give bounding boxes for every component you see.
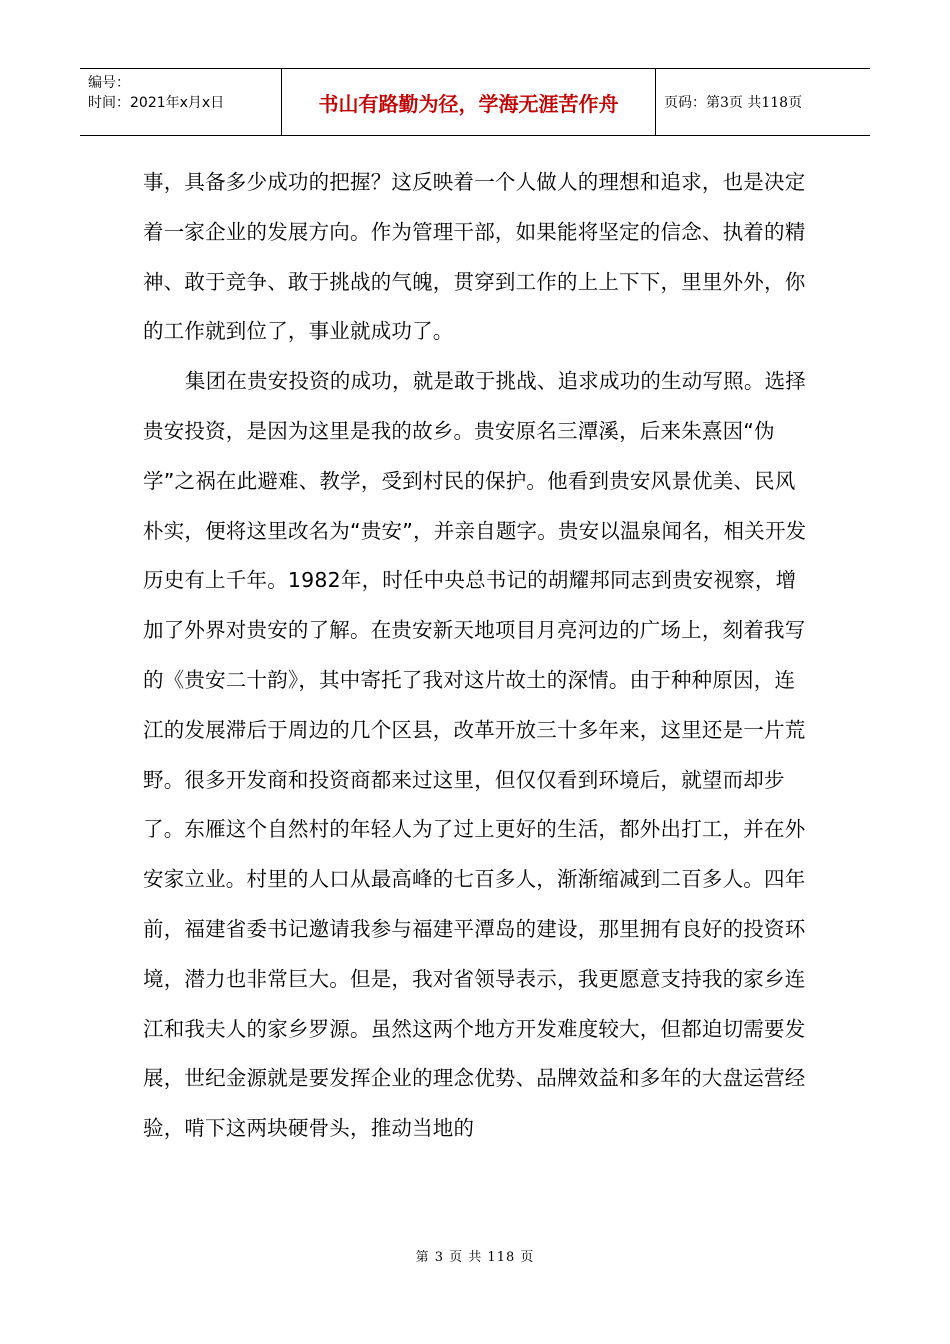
- header-meta: [80, 69, 282, 135]
- page-footer: 第 3 页 共 118 页: [415, 1250, 535, 1265]
- header-page-code: 页码：第3页 共118页: [664, 95, 803, 111]
- time-label: 时间：2021年x月x日: [88, 95, 225, 111]
- paragraph: 事，具备多少成功的把握？这反映着一个人做人的理想和追求，也是决定着一家企业的发展方向。作为管理干部，如果能将坚定的信念、执着的精神、敢于竞争、敢于挑战的气魄，贯穿到工作的上上下下，里里外外，你的工作就到位了，事业就成功了。: [143, 170, 806, 344]
- header-motto: 书山有路勤为径，学海无涯苦作舟: [282, 69, 656, 135]
- page-header: [80, 68, 870, 136]
- number-label: 编号：: [88, 75, 130, 91]
- document-body: [143, 158, 811, 1154]
- paragraph: 集团在贵安投资的成功，就是敢于挑战、追求成功的生动写照。选择贵安投资，是因为这里是我的故乡。贵安原名三潭溪，后来朱熹因“伪学”之祸在此避难、教学，受到村民的保护。他看到贵安风景优美、民风朴实，便将这里改名为“贵安”，并亲自题字。贵安以温泉闻名，相关开发历史有上千年。1982年，时任中央总书记的胡耀邦同志到贵安视察，增加了外界对贵安的了解。在贵安新天地项目月亮河边的广场上，刻着我写的《贵安二十韵》，其中寄托了我对这片故土的深情。由于种种原因，连江的发展滞后于周边的几个区县，改革开放三十多年来，这里还是一片荒野。很多开发商和投资商都来过这里，但仅仅看到环境后，就望而却步了。东雁这个自然村的年轻人为了过上更好的生活，都外出打工，并在外安家立业。村里的人口从最高峰的七百多人，渐渐缩减到二百多人。四年前，福建省委书记邀请我参与福建平潭岛的建设，那里拥有良好的投资环境，潜力也非常巨大。但是，我对省领导表示，我更愿意支持我的家乡连江和我夫人的家乡罗源。虽然这两个地方开发难度较大，但都迫切需要发展，世纪金源就是要发挥企业的理念优势、品牌效益和多年的大盘运营经验，啃下这两块硬骨头，推动当地的: [143, 369, 807, 1141]
